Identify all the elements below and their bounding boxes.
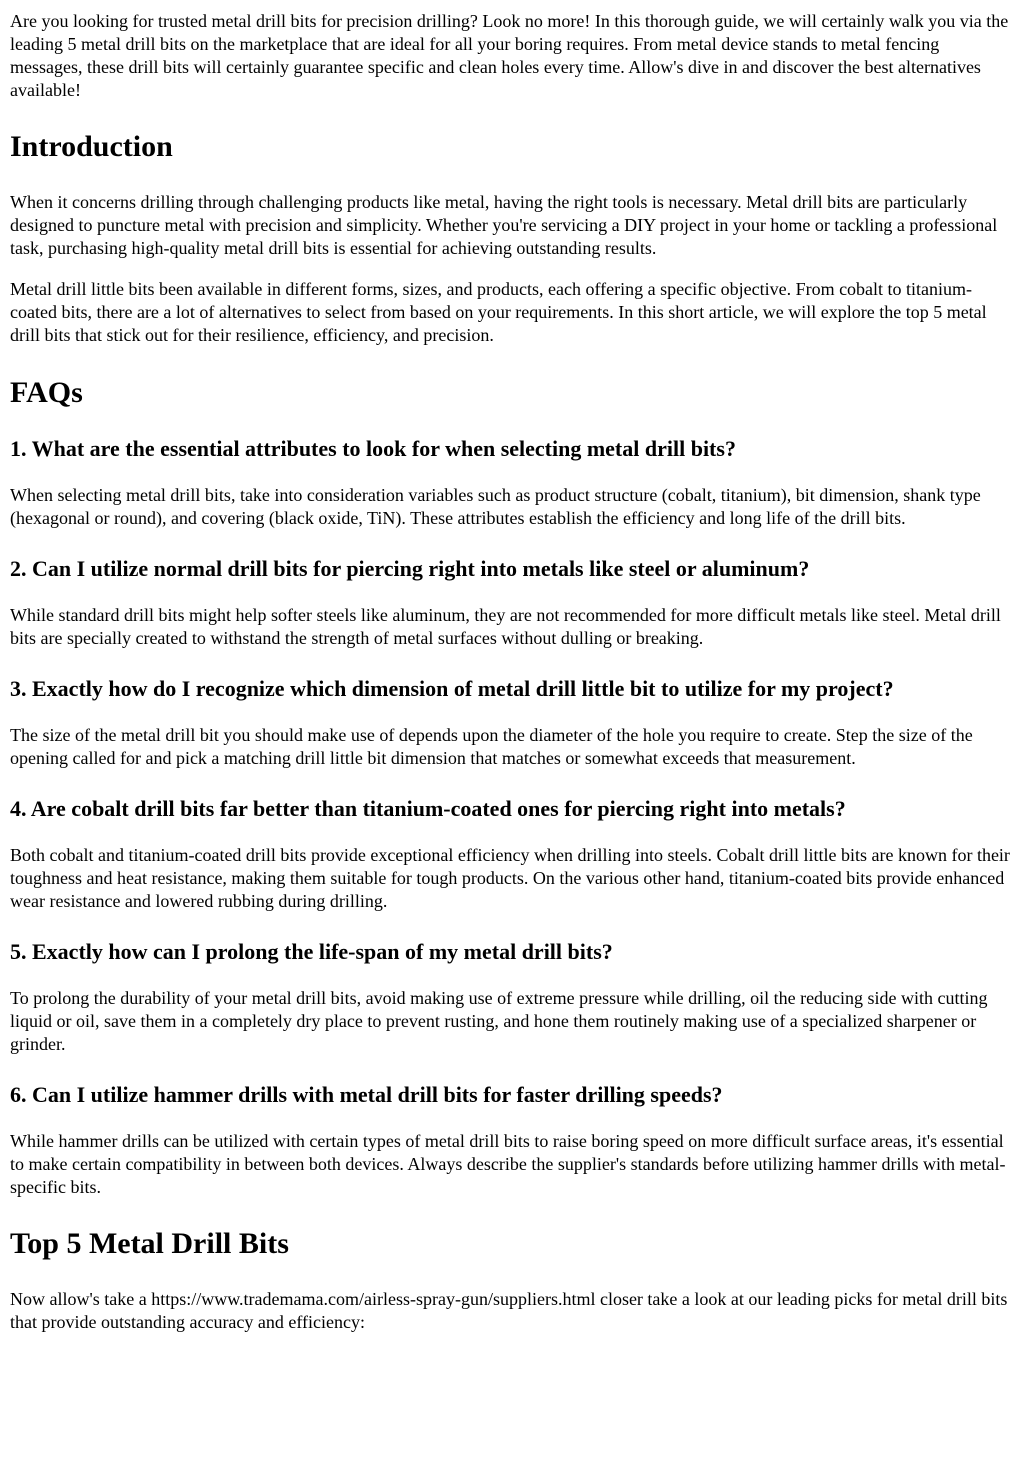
faq-question-3: 3. Exactly how do I recognize which dimension of metal drill little bit to utilize for my project?: [10, 676, 894, 701]
faq-answer-1: When selecting metal drill bits, take into consideration variables such as product structure (cobalt, titanium), bit dimension, shank type (hexagonal or round), and covering (black oxide, TiN). These attributes establish the efficiency and long life of the drill bits.: [10, 485, 981, 528]
article: [0, 10, 1024, 1334]
faq-answer-2: While standard drill bits might help softer steels like aluminum, they are not recommended for more difficult metals like steel. Metal drill bits are specially created to withstand the strength of metal surfaces without dulling or breaking.: [10, 605, 1001, 648]
faq-answer-5: To prolong the durability of your metal drill bits, avoid making use of extreme pressure while drilling, oil the reducing side with cutting liquid or oil, save them in a completely dry place to prevent rusting, and hone them routinely making use of a specialized sharpener or grinder.: [10, 988, 988, 1054]
faq-answer-3: The size of the metal drill bit you should make use of depends upon the diameter of the hole you require to create. Step the size of the opening called for and pick a matching drill little bit dimension that matches or somewhat exceeds that measurement.: [10, 725, 973, 768]
intro-paragraph: Are you looking for trusted metal drill bits for precision drilling? Look no more! In this thorough guide, we will certainly walk you via the leading 5 metal drill bits on the marketplace that are ideal for all your boring requires. From metal device stands to metal fencing messages, these drill bits will certainly guarantee specific and clean holes every time. Allow's dive in and discover the best alternatives available!: [10, 11, 1009, 100]
top5-paragraph: Now allow's take a https://www.trademama.com/airless-spray-gun/suppliers.html closer take a look at our leading picks for metal drill bits that provide outstanding accuracy and efficiency:: [10, 1289, 1008, 1332]
faq-question-6: 6. Can I utilize hammer drills with metal drill bits for faster drilling speeds?: [10, 1082, 723, 1107]
faqs-heading: FAQs: [10, 376, 83, 409]
faq-question-5: 5. Exactly how can I prolong the life-span of my metal drill bits?: [10, 939, 613, 964]
introduction-paragraph-2: Metal drill little bits been available in different forms, sizes, and products, each offering a specific objective. From cobalt to titanium-coated bits, there are a lot of alternatives to select from based on your requirements. In this short article, we will explore the top 5 metal drill bits that stick out for their resilience, efficiency, and precision.: [10, 279, 987, 345]
faq-answer-4: Both cobalt and titanium-coated drill bits provide exceptional efficiency when drilling into steels. Cobalt drill little bits are known for their toughness and heat resistance, making them suitable for tough products. On the various other hand, titanium-coated bits provide enhanced wear resistance and lowered rubbing during drilling.: [10, 845, 1010, 911]
introduction-paragraph-1: When it concerns drilling through challenging products like metal, having the right tools is necessary. Metal drill bits are particularly designed to puncture metal with precision and simplicity. Whether you're servicing a DIY project in your home or tackling a professional task, purchasing high-quality metal drill bits is essential for achieving outstanding results.: [10, 192, 998, 258]
top5-heading: Top 5 Metal Drill Bits: [10, 1227, 289, 1260]
faq-answer-6: While hammer drills can be utilized with certain types of metal drill bits to raise boring speed on more difficult surface areas, it's essential to make certain compatibility in between both devices. Always describe the supplier's standards before utilizing hammer drills with metal-specific bits.: [10, 1131, 1006, 1197]
faq-question-1: 1. What are the essential attributes to look for when selecting metal drill bits?: [10, 436, 736, 461]
introduction-heading: Introduction: [10, 130, 173, 163]
faq-question-4: 4. Are cobalt drill bits far better than titanium-coated ones for piercing right into metals?: [10, 796, 846, 821]
faq-question-2: 2. Can I utilize normal drill bits for piercing right into metals like steel or aluminum?: [10, 556, 810, 581]
